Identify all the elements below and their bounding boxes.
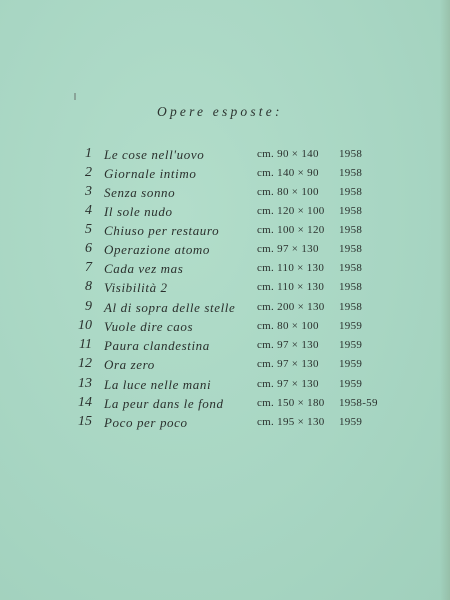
- work-dimensions: cm. 150 × 180: [257, 397, 325, 409]
- work-title: Senza sonno: [104, 185, 176, 200]
- list-item: [0, 299, 450, 318]
- work-number: 10: [78, 318, 92, 333]
- work-year: 1958-59: [339, 397, 378, 409]
- list-item: [0, 241, 450, 260]
- work-year: 1958: [339, 301, 363, 313]
- work-number: 7: [85, 260, 92, 275]
- work-year: 1958: [339, 281, 363, 293]
- work-year: 1958: [339, 243, 363, 255]
- work-dimensions: cm. 80 × 100: [257, 320, 319, 332]
- work-number: 3: [85, 184, 92, 199]
- work-dimensions: cm. 110 × 130: [257, 262, 325, 274]
- work-year: 1958: [339, 167, 363, 179]
- list-item: [0, 279, 450, 298]
- list-item: [0, 222, 450, 241]
- work-number: 8: [85, 279, 92, 294]
- work-number: 2: [85, 165, 92, 180]
- work-number: 13: [78, 376, 92, 391]
- work-dimensions: cm. 200 × 130: [257, 301, 325, 313]
- work-dimensions: cm. 100 × 120: [257, 224, 325, 236]
- work-year: 1958: [339, 205, 363, 217]
- work-number: 15: [78, 414, 92, 429]
- work-title: Al di sopra delle stelle: [104, 300, 236, 315]
- list-item: [0, 356, 450, 375]
- work-year: 1959: [339, 358, 363, 370]
- work-number: 12: [78, 356, 92, 371]
- work-year: 1959: [339, 378, 363, 390]
- work-title: La luce nelle mani: [104, 377, 212, 392]
- work-dimensions: cm. 80 × 100: [257, 186, 319, 198]
- page-heading: Opere esposte:: [157, 104, 283, 119]
- work-dimensions: cm. 120 × 100: [257, 205, 325, 217]
- work-year: 1959: [339, 320, 363, 332]
- list-item: [0, 203, 450, 222]
- list-item: [0, 395, 450, 414]
- work-year: 1958: [339, 224, 363, 236]
- work-title: Ora zero: [104, 357, 155, 372]
- work-title: Vuole dire caos: [104, 319, 194, 334]
- work-year: 1958: [339, 148, 363, 160]
- work-year: 1958: [339, 262, 363, 274]
- work-year: 1958: [339, 186, 363, 198]
- work-dimensions: cm. 97 × 130: [257, 358, 319, 370]
- work-dimensions: cm. 110 × 130: [257, 281, 325, 293]
- work-number: 9: [85, 299, 92, 314]
- work-dimensions: cm. 97 × 130: [257, 378, 319, 390]
- work-number: 5: [85, 222, 92, 237]
- work-title: Paura clandestina: [104, 338, 210, 353]
- work-dimensions: cm. 97 × 130: [257, 339, 319, 351]
- work-year: 1959: [339, 339, 363, 351]
- work-dimensions: cm. 90 × 140: [257, 148, 319, 160]
- work-dimensions: cm. 97 × 130: [257, 243, 319, 255]
- work-title: Le cose nell'uovo: [104, 147, 205, 162]
- work-number: 6: [85, 241, 92, 256]
- list-item: [0, 337, 450, 356]
- work-dimensions: cm. 140 × 90: [257, 167, 319, 179]
- work-number: 1: [85, 146, 92, 161]
- paper-mark: [74, 93, 76, 100]
- list-item: [0, 260, 450, 279]
- list-item: [0, 376, 450, 395]
- list-item: [0, 146, 450, 165]
- work-title: Giornale intimo: [104, 166, 197, 181]
- work-title: Il sole nudo: [104, 204, 173, 219]
- work-dimensions: cm. 195 × 130: [257, 416, 325, 428]
- work-title: Operazione atomo: [104, 242, 211, 257]
- list-item: [0, 184, 450, 203]
- list-item: [0, 165, 450, 184]
- work-number: 14: [78, 395, 92, 410]
- work-title: Visibilità 2: [104, 280, 168, 295]
- work-year: 1959: [339, 416, 363, 428]
- list-item: [0, 414, 450, 433]
- work-number: 4: [85, 203, 92, 218]
- work-title: Poco per poco: [104, 415, 188, 430]
- work-number: 11: [79, 337, 92, 352]
- work-title: Cada vez mas: [104, 261, 184, 276]
- work-title: Chiuso per restauro: [104, 223, 220, 238]
- list-item: [0, 318, 450, 337]
- work-title: La peur dans le fond: [104, 396, 224, 411]
